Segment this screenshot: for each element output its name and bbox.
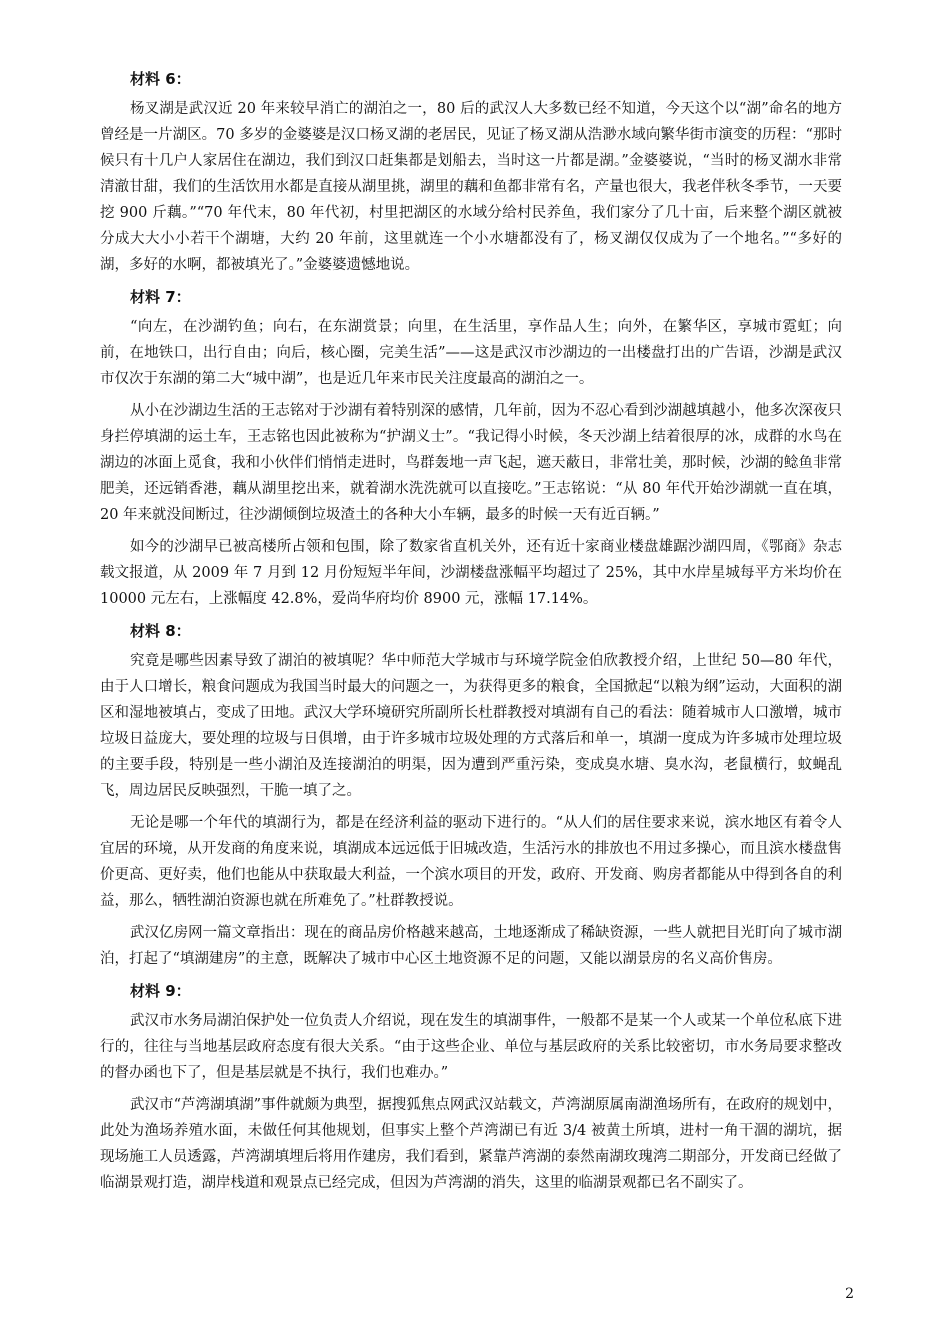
- material-7-heading: 材料 7：: [130, 288, 191, 306]
- material-9-paragraph-1: 武汉市水务局湖泊保护处一位负责人介绍说，现在发生的填湖事件，一般都不是某一个人或某一个单位私底下进行的，往往与当地基层政府态度有很大关系。“由于这些企业、单位与基层政府的关系比较密切，市水务局要求整改的督办函也下了，但是基层就是不执行，我们也难办。”: [100, 1013, 842, 1081]
- material-6-section: [100, 66, 842, 278]
- material-7-paragraph-3: 如今的沙湖早已被高楼所占领和包围，除了数家省直机关外，还有近十家商业楼盘雄踞沙湖四周，《鄂商》杂志载文报道，从 2009 年 7 月到 12 月份短短半年间，沙湖楼盘涨幅平均超过了 25%，其中水岸星城每平方米均价在 10000 元左右，上涨幅度 42.8%，爱尚华府均价 8900 元，涨幅 17.14%。: [100, 539, 842, 607]
- material-8-paragraph-3: 武汉亿房网一篇文章指出：现在的商品房价格越来越高，土地逐渐成了稀缺资源，一些人就把目光盯向了城市湖泊，打起了“填湖建房”的主意，既解决了城市中心区土地资源不足的问题，又能以湖景房的名义高价售房。: [100, 925, 842, 967]
- material-6-paragraph-1: 杨叉湖是武汉近 20 年来较早消亡的湖泊之一，80 后的武汉人大多数已经不知道，今天这个以“湖”命名的地方曾经是一片湖区。70 多岁的金婆婆是汉口杨叉湖的老居民，见证了杨叉湖从浩渺水域向繁华街市演变的历程：“那时候只有十几户人家居住在湖边，我们到汉口赶集都是划船去，当时这一片都是湖。”金婆婆说，“当时的杨叉湖水非常清澈甘甜，我们的生活饮用水都是直接从湖里挑，湖里的藕和鱼都非常有名，产量也很大，我老伴秋冬季节，一天要挖 900 斤藕。”“70 年代末，80 年代初，村里把湖区的水域分给村民养鱼，我们家分了几十亩，后来整个湖区就被分成大大小小若干个湖塘，大约 20 年前，这里就连一个小水塘都没有了，杨叉湖仅仅成为了一个地名。”“多好的湖，多好的水啊，都被填光了。”金婆婆遗憾地说。: [100, 101, 842, 273]
- material-7-paragraph-2: 从小在沙湖边生活的王志铭对于沙湖有着特别深的感情，几年前，因为不忍心看到沙湖越填越小，他多次深夜只身拦停填湖的运土车，王志铭也因此被称为“护湖义士”。“我记得小时候，冬天沙湖上结着很厚的冰，成群的水鸟在湖边的冰面上觅食，我和小伙伴们悄悄走进时，鸟群轰地一声飞起，遮天蔽日，非常壮美，那时候，沙湖的鲶鱼非常肥美，还远销香港，藕从湖里挖出来，就着湖水洗洗就可以直接吃。”王志铭说：“从 80 年代开始沙湖就一直在填，20 年来就没间断过，往沙湖倾倒垃圾渣土的各种大小车辆，最多的时候一天有近百辆。”: [100, 403, 842, 523]
- page-number: 2: [845, 1286, 854, 1302]
- material-8-section: [100, 618, 842, 972]
- material-6-heading: 材料 6：: [130, 70, 191, 88]
- material-8-paragraph-1: 究竟是哪些因素导致了湖泊的被填呢？华中师范大学城市与环境学院金伯欣教授介绍，上世纪 50—80 年代，由于人口增长，粮食问题成为我国当时最大的问题之一，为获得更多的粮食，全国掀起“以粮为纲”运动，大面积的湖区和湿地被填占，变成了田地。武汉大学环境研究所副所长杜群教授对填湖有自己的看法：随着城市人口激增，城市垃圾日益庞大，要处理的垃圾与日俱增，由于许多城市垃圾处理的方式落后和单一，填湖一度成为许多城市处理垃圾的主要手段，特别是一些小湖泊及连接湖泊的明渠，因为遭到严重污染，变成臭水塘、臭水沟，老鼠横行，蚊蝇乱飞，周边居民反映强烈，干脆一填了之。: [100, 653, 842, 799]
- material-7-section: [100, 284, 842, 612]
- material-9-paragraph-2: 武汉市“芦湾湖填湖”事件就颇为典型，据搜狐焦点网武汉站载文，芦湾湖原属南湖渔场所有，在政府的规划中，此处为渔场养殖水面，未做任何其他规划，但事实上整个芦湾湖已有近 3/4 被黄土所填，进村一角干涸的湖坑，据现场施工人员透露，芦湾湖填埋后将用作建房，我们看到，紧靠芦湾湖的泰然南湖玫瑰湾二期部分，开发商已经做了临湖景观打造，湖岸栈道和观景点已经完成，但因为芦湾湖的消失，这里的临湖景观都已名不副实了。: [100, 1097, 842, 1191]
- material-9-heading: 材料 9：: [130, 982, 191, 1000]
- material-7-paragraph-1: “向左，在沙湖钓鱼；向右，在东湖赏景；向里，在生活里，享作品人生；向外，在繁华区，享城市霓虹；向前，在地铁口，出行自由；向后，核心圈，完美生活”——这是武汉市沙湖边的一出楼盘打出的广告语，沙湖是武汉市仅次于东湖的第二大“城中湖”，也是近几年来市民关注度最高的湖泊之一。: [100, 319, 842, 387]
- document-body: [100, 66, 842, 1202]
- material-8-heading: 材料 8：: [130, 622, 191, 640]
- material-9-section: [100, 978, 842, 1196]
- material-8-paragraph-2: 无论是哪一个年代的填湖行为，都是在经济利益的驱动下进行的。“从人们的居住要求来说，滨水地区有着令人宜居的环境，从开发商的角度来说，填湖成本远远低于旧城改造，生活污水的排放也不用过多操心，而且滨水楼盘售价更高、更好卖，他们也能从中获取最大利益，一个滨水项目的开发，政府、开发商、购房者都能从中得到各自的利益，那么，牺牲湖泊资源也就在所难免了。”杜群教授说。: [100, 815, 842, 909]
